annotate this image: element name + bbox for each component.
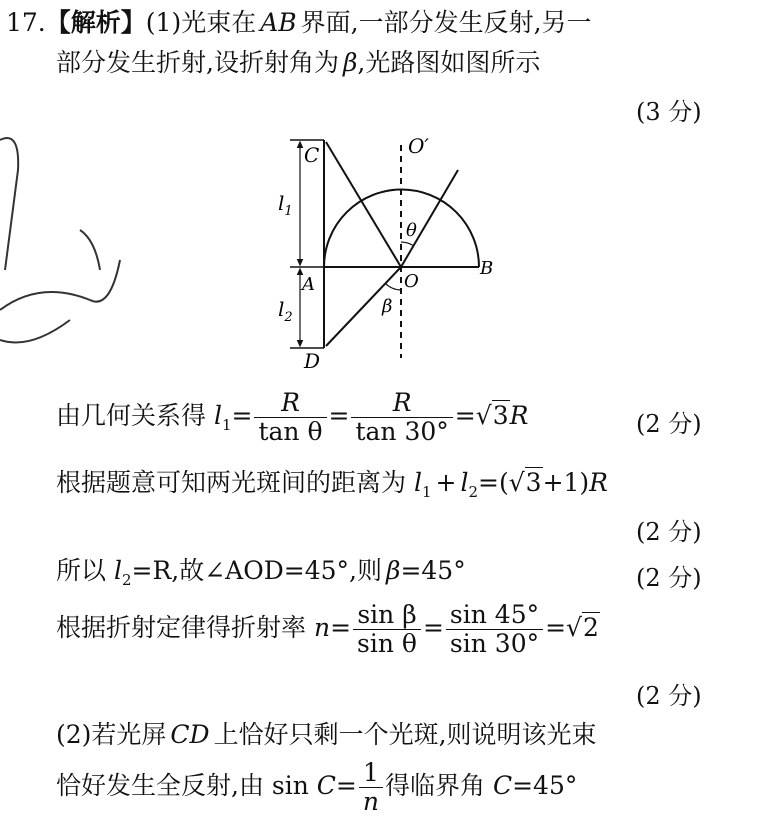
beta-arc	[385, 283, 401, 290]
eq2-line: 根据题意可知两光斑间的距离为 $l_1 + l_2=(√3+1)R$	[56, 468, 608, 501]
eq4-fraction-1: $\frac{\text{sin β}}{\text{sin θ}}$	[353, 601, 421, 658]
eq4-score: (2 分)	[636, 682, 702, 710]
problem-line-1: 17.【解析】(1)光束在 AB 界面,一部分发生反射,另一	[6, 8, 592, 37]
label-l2: $l_2$	[278, 297, 293, 325]
eq3-score: (2 分)	[636, 564, 702, 592]
eq3-line: 所以 $l_2=R$,故∠AOD=45°,则 β=45°	[56, 556, 466, 589]
label-c: C	[304, 143, 320, 167]
label-a: A	[302, 274, 315, 295]
part2-line-1: (2)若光屏 CD 上恰好只剩一个光斑,则说明该光束	[56, 720, 597, 749]
label-o: O	[404, 271, 419, 292]
light-path-diagram	[270, 130, 540, 375]
part2-fraction: $\frac{1}{n}$	[359, 759, 383, 816]
label-l1: $l_1$	[278, 191, 293, 219]
eq1-score: (2 分)	[636, 410, 702, 438]
margin-scribble	[0, 110, 130, 370]
problem-number: 17.	[6, 8, 46, 37]
eq4-line: 根据折射定律得折射率 n= $\frac{\text{sin β}}{\text{sin θ}}$ = $\frac{\sin 45^\circ}{\sin 30^\circ}$ =√2	[56, 600, 599, 658]
eq1-line: 由几何关系得 $l_1=$ $\frac{R}{\text{tan θ}}$ = $\frac{R}{\tan 30^\circ}$ =√3R	[56, 388, 529, 446]
score-a: (3 分)	[636, 98, 702, 126]
eq2-score: (2 分)	[636, 518, 702, 546]
problem-line-2: 部分发生折射,设折射角为 β,光路图如图所示	[56, 48, 541, 77]
label-theta: θ	[406, 220, 417, 241]
label-beta: β	[382, 296, 393, 317]
label-d: D	[304, 349, 321, 373]
eq4-fraction-2: $\frac{\sin 45^\circ}{\sin 30^\circ}$	[446, 601, 543, 658]
label-b: B	[480, 258, 494, 279]
part2-line-2: 恰好发生全反射,由 sin C= $\frac{1}{n}$ 得临界角 C=45°	[56, 758, 578, 816]
problem-tag: 【解析】	[45, 8, 146, 37]
reflected-ray	[326, 142, 401, 267]
label-o-prime: O′	[408, 134, 429, 158]
eq1-fraction-1: $\frac{R}{\text{tan θ}}$	[254, 389, 326, 446]
theta-arc	[401, 242, 414, 246]
incident-ray	[401, 170, 458, 267]
eq1-fraction-2: $\frac{R}{\tan 30^\circ}$	[351, 389, 452, 446]
